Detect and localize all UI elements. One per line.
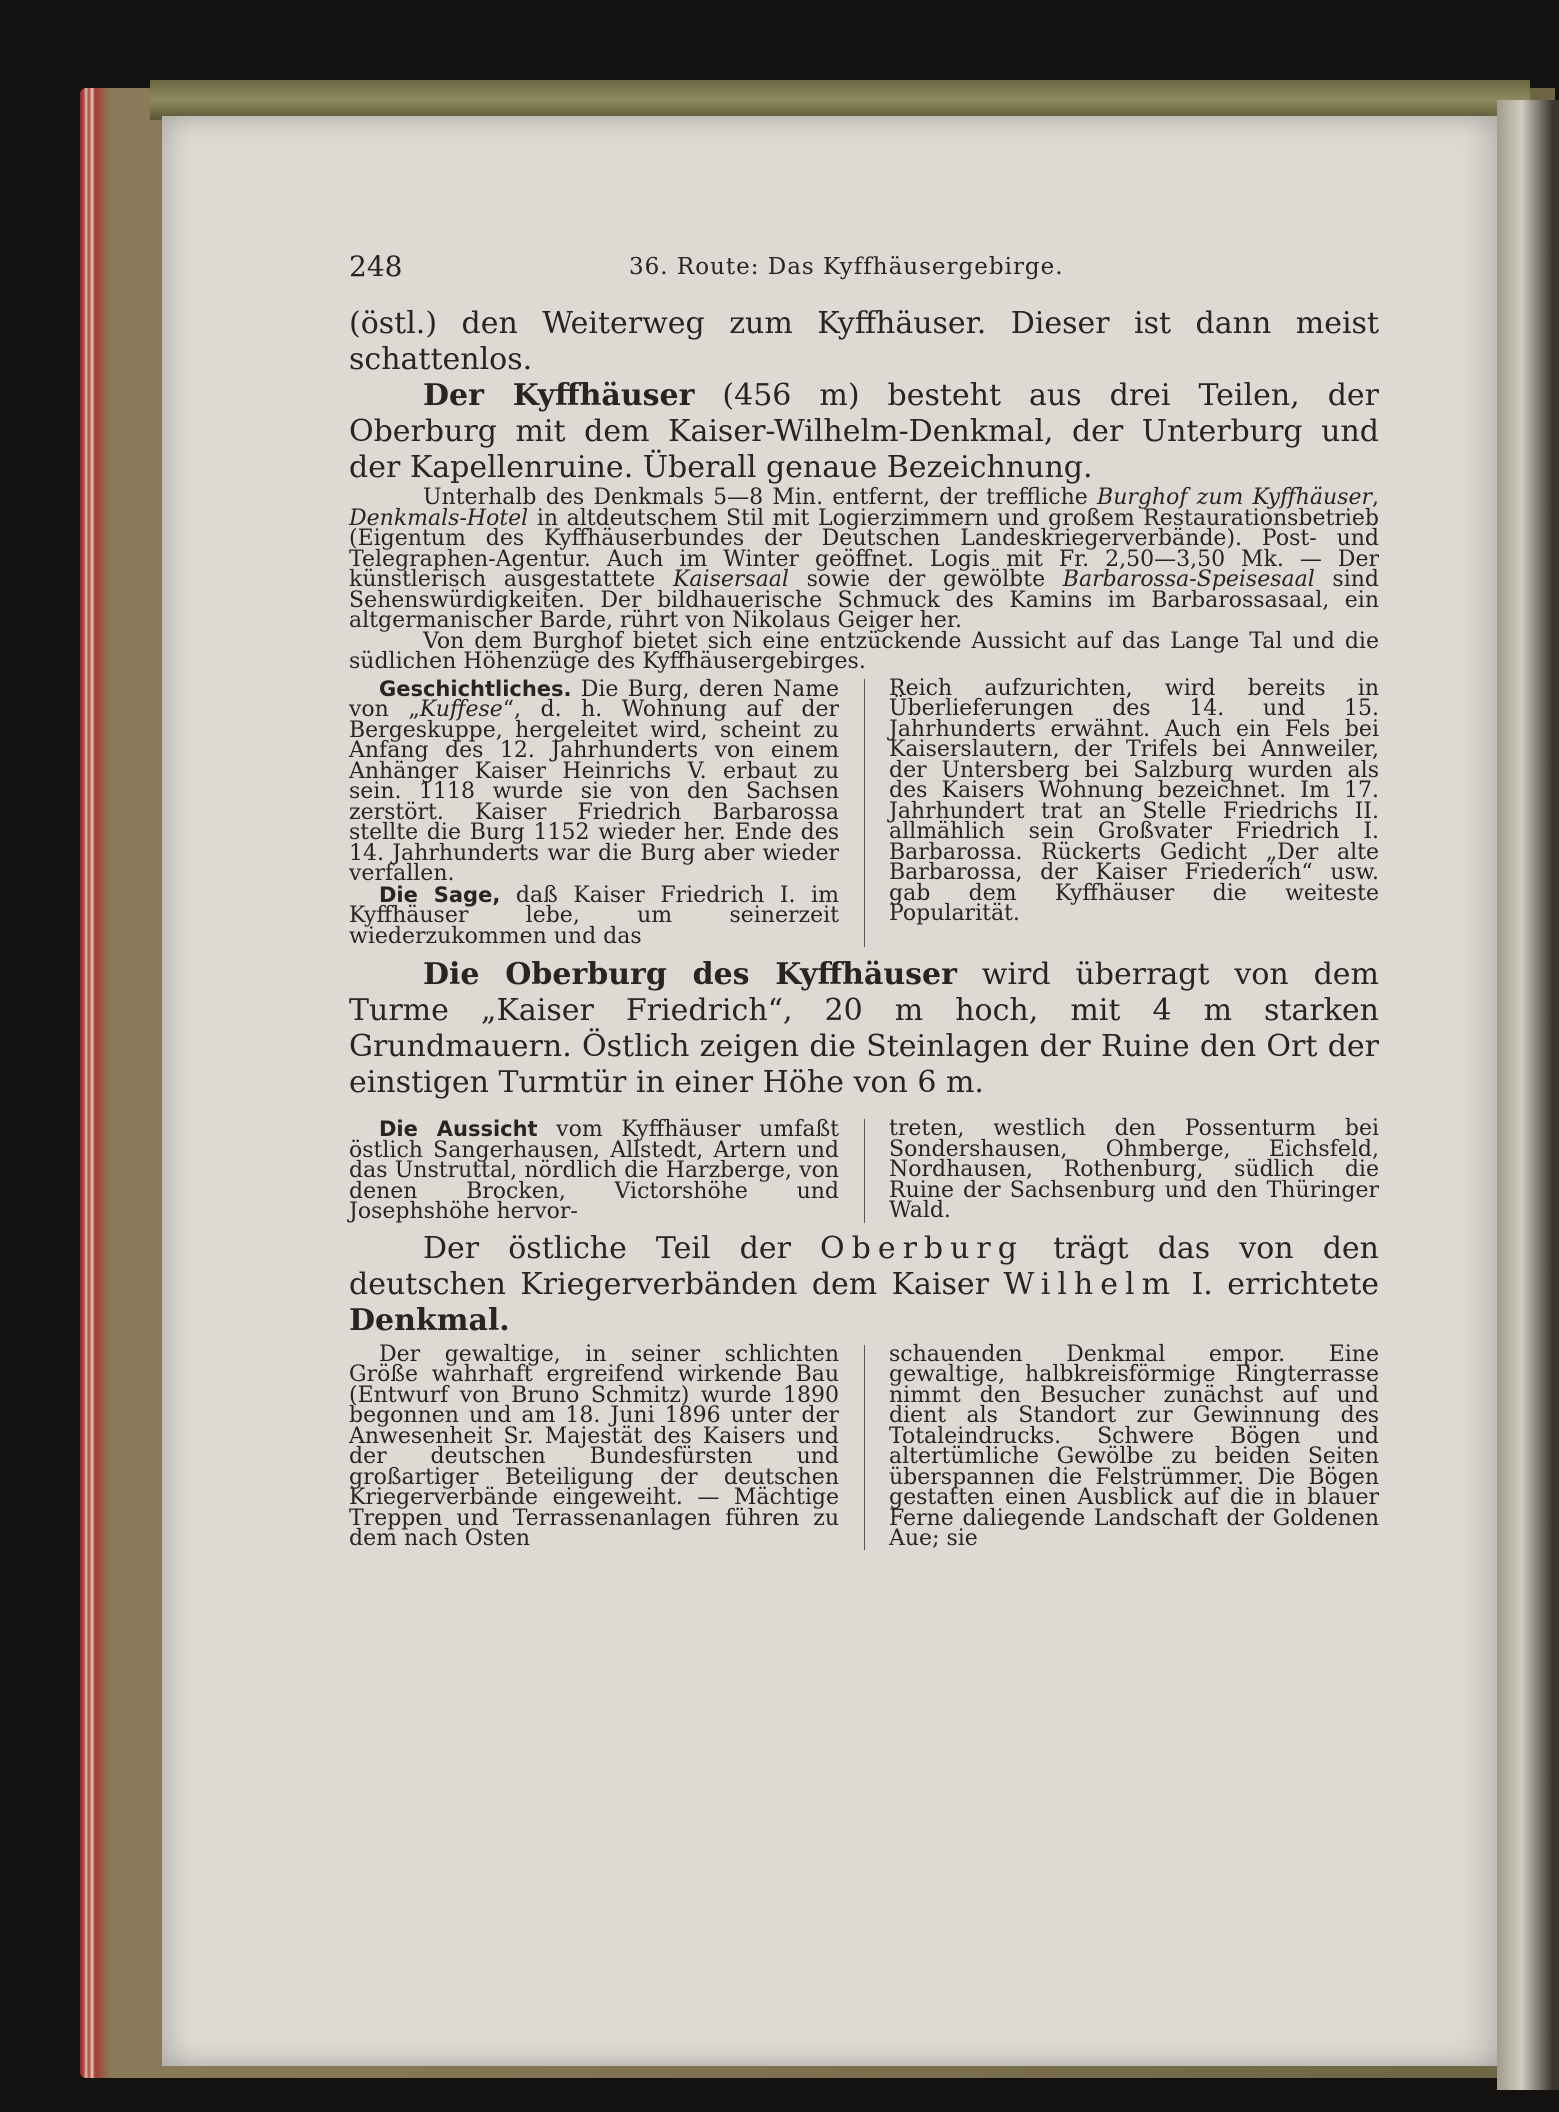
facing-page-edge (1497, 100, 1559, 2090)
aussicht-left-column (349, 1119, 839, 1223)
oberburg-paragraph (349, 957, 1379, 1101)
kaisersaal-name: Kaisersaal (672, 567, 789, 592)
denkmal-heading: Denkmal. (349, 1302, 510, 1338)
denkmals-hotel-name: Denkmals-Hotel (349, 505, 529, 531)
oberburg-spaced: Oberburg (820, 1230, 1024, 1266)
denkmal-left-text: Der gewaltige, in seiner schlichten Größe wahrhaft ergreifend wirkende Bau (Entwurf von Bruno Schmitz) wurde 1890 begonnen und am 18. Juni 1896 unter der Anwesenheit Sr. Majestät des Kaisers und der deutschen Bundesfürsten und großartiger Beteiligung der deutschen Kriegerverbände eingeweiht. — Mächtige Treppen und Terrassenanlagen führen zu dem nach Osten (349, 1341, 839, 1551)
aussicht-paragraph (349, 1119, 839, 1223)
geschichte-text-1: Die Burg, deren Name von „ (349, 676, 839, 722)
kuffese-name: Kuffese (419, 697, 503, 722)
aussicht-heading: Die Aussicht (379, 1117, 538, 1141)
geschichte-heading: Geschichtliches. (379, 676, 572, 701)
burghof-text-4: sowie der gewölbte (788, 567, 1063, 592)
geschichte-right-text: Reich aufzurichten, wird bereits in Überlieferungen des 14. und 15. Jahrhunderts erwähnt. Auch ein Fels bei Kaiserslautern, der Trifels bei Annweiler, der Untersberg bei Salzburg wurden als des Kaisers Wohnung bezeichnet. Im 17. Jahrhundert trat an Stelle Friedrichs II. allmählich sein Großvater Friedrich I. Barbarossa. Rückerts Gedicht „Der alte Barbarossa, der Kaiser Friederich“ usw. gab dem Kyffhäuser die weiteste Popularität. (889, 675, 1379, 926)
denkmal-text-2: trägt das von den deutschen Kriegerverbänden dem Kaiser (349, 1230, 1379, 1302)
aussicht-columns (349, 1116, 1379, 1224)
denkmal-paragraph (349, 1231, 1379, 1339)
burghof-text-5: sind Sehenswürdigkeiten. Der bildhauerische Schmuck des Kamins im Barbarossasaal, ein altgermanischer Barde, rührt von Nikolaus Geiger her. (349, 567, 1379, 633)
oberburg-text: wird überragt von dem Turme „Kaiser Friedrich“, 20 m hoch, mit 4 m starken Grundmauern. Östlich zeigen die Steinlagen der Ruine den Ort der einstigen Turmtür in einer Höhe von 6 m. (349, 957, 1380, 1100)
sage-heading: Die Sage, (379, 882, 501, 907)
aussicht-left-text: vom Kyffhäuser umfaßt östlich Sangerhausen, Allstedt, Artern und das Unstruttal, nördlich die Harzberge, von denen Brocken, Victorshöhe und Josephshöhe hervor- (349, 1117, 839, 1224)
geschichte-left-column (349, 676, 839, 949)
page-number: 248 (349, 250, 403, 283)
burghof-aussicht-paragraph: Von dem Burghof bietet sich eine entzückende Aussicht auf das Lange Tal und die südlichen Höhenzüge des Kyffhäusergebirges. (349, 628, 1379, 674)
kyffhaeuser-text: (456 m) besteht aus drei Teilen, der Oberburg mit dem Kaiser-Wilhelm-Denkmal, der Unterburg und der Kapellenruine. Überall genaue Bezeichnung. (349, 378, 1379, 485)
burghof-text-2: , (1371, 485, 1379, 510)
denkmal-columns (349, 1341, 1379, 1551)
kyffhaeuser-heading: Der Kyffhäuser (423, 378, 695, 413)
column-rule (864, 1119, 865, 1223)
aussicht-right-column (889, 1116, 1379, 1223)
denkmal-left-column (349, 1341, 839, 1551)
sage-paragraph (349, 882, 839, 949)
geschichte-right-column (889, 675, 1379, 948)
geschichte-text-2: “, d. h. Wohnung auf der Bergeskuppe, hergeleitet wird, scheint zu Anfang des 12. Jahrhunderts von einem Anhänger Kaiser Heinrichs V. erbaut zu sein. 1118 wurde sie von den Sachsen zerstört. Kaiser Friedrich Barbarossa stellte die Burg 1152 wieder her. Ende des 14. Jahrhunderts war die Burg aber wieder verfallen. (349, 697, 839, 886)
geschichte-paragraph (349, 676, 839, 886)
wilhelm-spaced: Wilhelm (1003, 1266, 1178, 1302)
page-content (349, 250, 1379, 1550)
burghof-text-3: in altdeutschem Stil mit Logierzimmern und großem Restaurationsbetrieb (Eigentum des Kyffhäuserbundes der Deutschen Landeskriegerverbände). Post- und Telegraphen-Agentur. Auch im Winter geöffnet. Logis mit Fr. 2,50—3,50 Mk. — Der künstlerisch ausgestattete (349, 505, 1379, 592)
intro-paragraph: (östl.) den Weiterweg zum Kyffhäuser. Dieser ist dann meist schattenlos. (349, 306, 1379, 377)
oberburg-heading: Die Oberburg des Kyffhäuser (423, 957, 957, 992)
page-header (349, 250, 1379, 296)
denkmal-text-1: Der östliche Teil der (423, 1230, 821, 1266)
geschichte-columns (349, 675, 1379, 949)
burghof-name: Burghof zum Kyffhäuser (1097, 485, 1372, 510)
denkmal-right-column (889, 1341, 1379, 1551)
speisesaal-name: Barbarossa-Speisesaal (1062, 567, 1315, 592)
aussicht-right-text: treten, westlich den Possenturm bei Sondershausen, Ohmberge, Eichsfeld, Nordhausen, Rothenburg, südlich die Ruine der Sachsenburg und den Thüringer Wald. (889, 1116, 1379, 1223)
denkmal-right-text: schauenden Denkmal empor. Eine gewaltige, halbkreisförmige Ringterrasse nimmt den Besucher zunächst auf und dient als Standort zur Gewinnung des Totaleindrucks. Schwere Bögen und altertümliche Gewölbe zu beiden Seiten überspannen die Felstrümmer. Die Bögen gestatten einen Ausblick auf die in blauer Ferne daliegende Landschaft der Goldenen Aue; sie (889, 1341, 1379, 1551)
denkmal-text-3: I. errichtete (1177, 1266, 1380, 1302)
column-rule (864, 679, 865, 948)
burghof-text-1: Unterhalb des Denkmals 5—8 Min. entfernt, der treffliche (423, 485, 1098, 510)
burghof-paragraph (349, 485, 1379, 633)
kyffhaeuser-paragraph (349, 378, 1379, 486)
column-rule (864, 1345, 865, 1550)
book-top-edge (150, 80, 1530, 120)
sage-text: daß Kaiser Friedrich I. im Kyffhäuser lebe, um seinerzeit wiederzukommen und das (349, 882, 839, 949)
running-title: 36. Route: Das Kyffhäusergebirge. (629, 254, 1064, 280)
